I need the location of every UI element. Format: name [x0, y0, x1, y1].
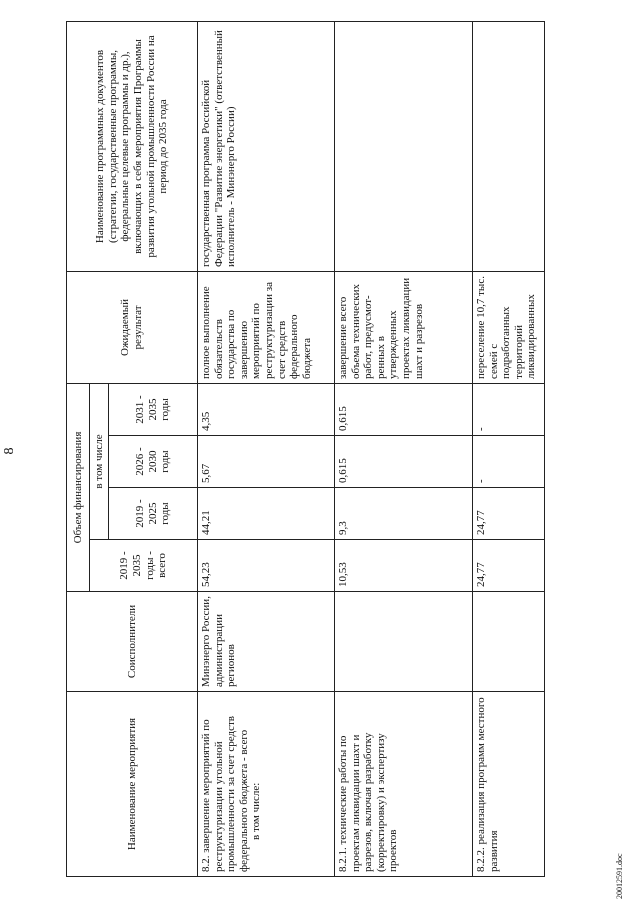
header-in-that-number: в том числе [90, 383, 109, 539]
coexecutors-cell [335, 592, 473, 692]
period-1-cell: 24,77 [473, 488, 545, 540]
coexecutors-cell [473, 592, 545, 692]
table-row [198, 21, 335, 876]
measure-cell: 8.2.1. технические работы по проектам ликвидации шахт и разрезов, включая разработку (корректировку) и экспертизу проектов [335, 692, 473, 877]
period-2-cell: 5,67 [198, 436, 335, 488]
total-cell: 10,53 [335, 540, 473, 592]
expected-cell: полное выполнение обязательств государства по завершению мероприятий по реструктуризации за счет средств федерального бюджета [198, 271, 335, 383]
header-period-1: 2019 - 2025 годы [109, 488, 198, 540]
period-3-cell: 0,615 [335, 383, 473, 435]
period-2-cell: - [473, 436, 545, 488]
header-period-2: 2026 - 2030 годы [109, 436, 198, 488]
footer-doc-code: 20012591.doc [615, 853, 624, 899]
period-3-cell: 4,35 [198, 383, 335, 435]
header-financing: Объем финансирования [67, 383, 90, 591]
header-measure: Наименование мероприятия [67, 692, 198, 877]
programs-cell [473, 21, 545, 271]
total-cell: 54,23 [198, 540, 335, 592]
page-number: 8 [2, 447, 17, 455]
coexecutors-cell: Минэнерго России, администрации регионов [198, 592, 335, 692]
measure-cell [198, 692, 335, 877]
header-period-3: 2031 - 2035 годы [109, 383, 198, 435]
measure-cell: 8.2.2. реализация программ местного развития [473, 692, 545, 877]
expected-cell: переселение 10,7 тыс. семей с подработанных территорий ликвидированных [473, 271, 545, 383]
period-1-cell: 44,21 [198, 488, 335, 540]
programs-cell: государственная программа Российской Федерации "Развитие энергетики" (ответственный исполнитель - Минэнерго России) [198, 21, 335, 271]
header-programs: Наименование программных документов (стратегии, государственные программы, федеральные целевые программы и др.), включающих в себя мероприятия Программы развития угольной промышленности России на период до 2035 года [67, 21, 198, 271]
measure-text: 8.2. завершение мероприятий по реструктуризации угольной промышленности за счет средств федерального бюджета - всего [200, 716, 250, 872]
header-total: 2019 - 2035 годы - всего [90, 540, 198, 592]
header-coexecutors: Соисполнители [67, 592, 198, 692]
period-2-cell: 0,615 [335, 436, 473, 488]
programs-cell [335, 21, 473, 271]
period-1-cell: 9,3 [335, 488, 473, 540]
measure-subtext: в том числе: [250, 782, 263, 840]
table-row [335, 21, 473, 876]
period-3-cell: - [473, 383, 545, 435]
header-expected: Ожидаемый результат [67, 271, 198, 383]
expected-cell: завершение всего объема технических работ, предусмот-ренных в утвержденных проектах ликвидации шахт и разрезов [335, 271, 473, 383]
financing-table [66, 21, 545, 877]
total-cell: 24,77 [473, 540, 545, 592]
table-row [473, 21, 545, 876]
